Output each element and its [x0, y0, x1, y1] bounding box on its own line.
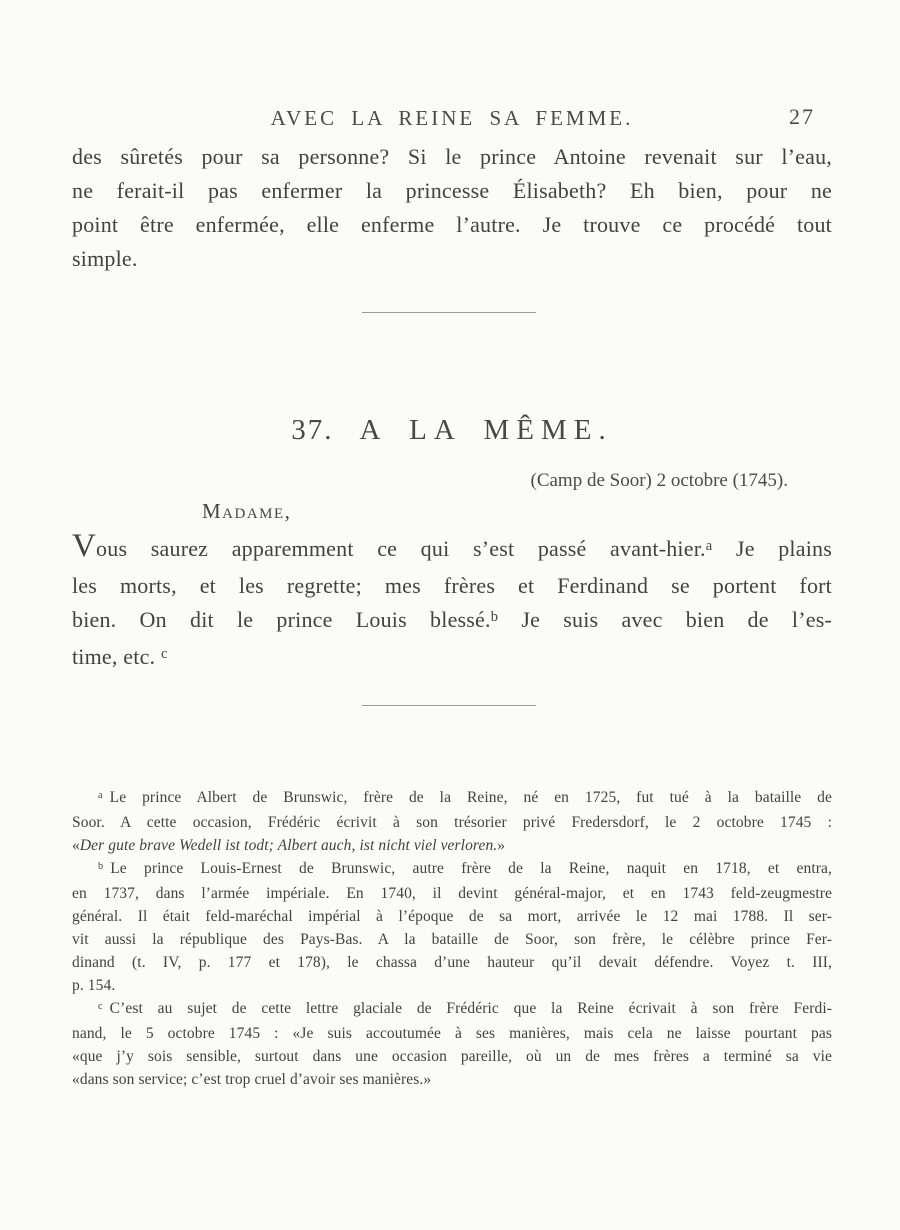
continuation-paragraph: des sûretés pour sa personne? Si le prince Antoine revenait sur l’eau, ne ferait-il pas enfermer la princesse Élisabeth? Eh bien, pour ne point être enfermée, elle enferme l’autre. Je trouve ce procédé tout simple.: [72, 144, 832, 271]
page-number: 27: [789, 104, 815, 129]
footnote-c: $^c$ C’est au sujet de cette lettre glaciale de Frédéric que la Reine écrivait à son frère Ferdi- nand, le 5 octobre 1745 : «Je suis accoutumée à ses manières, mais cela ne laisse pourtant pas «que j’y sois sensible, surtout dans une occasion pareille, où un de mes frères a terminé sa vie «dans son service; c’est trop cruel d’avoir ses manières.»: [72, 1000, 832, 1088]
letter-title: A LA MÊME.: [359, 414, 613, 446]
footnotes-section: [72, 786, 832, 1091]
letter-salutation: Madame,: [202, 499, 292, 523]
letter-heading: [72, 414, 832, 447]
letter-body: Vous saurez apparemment ce qui s’est passé avant-hier.$^a$ Je plains les morts, et les regrette; mes frères et Ferdinand se portent fort bien. On dit le prince Louis blessé.$^b$ Je suis avec bien de l’es- time, etc. $^c$: [72, 528, 832, 669]
footnote-a: $^a$ Le prince Albert de Brunswic, frère de la Reine, né en 1725, fut tué à la bataille de Soor. A cette occasion, Frédéric écrivit à son trésorier privé Fredersdorf, le 2 octobre 1745 : «Der gute brave Wedell ist todt; Albert auch, ist nicht viel verloren.»: [72, 789, 832, 854]
section-separator-rule: [362, 312, 536, 313]
running-title: AVEC LA REINE SA FEMME.: [270, 106, 634, 130]
footnote-separator-rule: [362, 705, 536, 706]
letter-dateline: (Camp de Soor) 2 octobre (1745).: [530, 470, 788, 491]
letter-number: 37.: [291, 414, 334, 446]
footnote-b: $^b$ Le prince Louis-Ernest de Brunswic, autre frère de la Reine, naquit en 1718, et entra, en 1737, dans l’armée impériale. En 1740, il devint général-major, et en 1743 feld-zeugmestre général. Il était feld-maréchal impérial à l’époque de sa mort, arrivée le 12 mai 1788. Il ser- vit aussi la république des Pays-Bas. A la bataille de Soor, son frère, le célèbre prince Fer- dinand (t. IV, p. 177 et 178), le chassa d’une hauteur qu’il devait défendre. Voyez t. III, p. 154.: [72, 860, 832, 994]
